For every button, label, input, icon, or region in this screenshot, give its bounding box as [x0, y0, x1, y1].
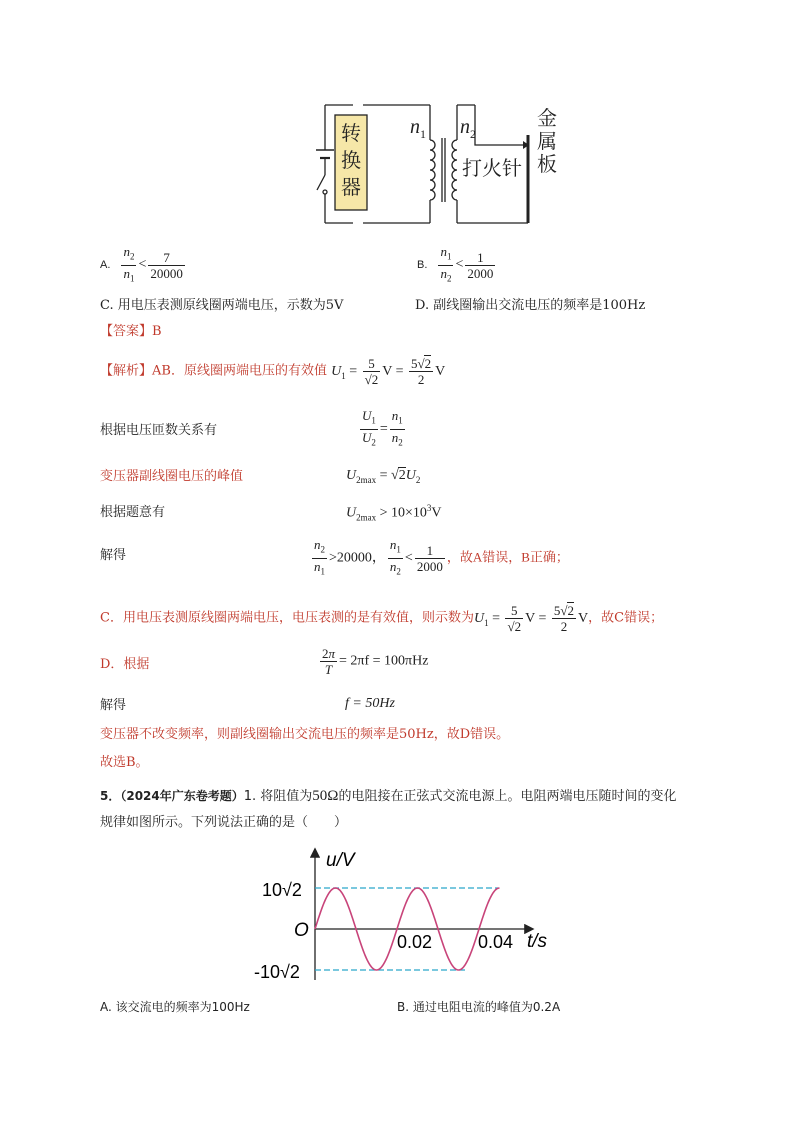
plate-char-3: 板 [537, 152, 557, 176]
analysis-row1-label: 根据电压匝数关系有 [100, 423, 218, 438]
converter-char-2: 换 [341, 148, 361, 172]
analysis-d-label: D．根据 [100, 657, 150, 672]
x-tick-2-label: 0.04 [478, 932, 514, 952]
analysis-solve-label: 解得 [100, 698, 127, 713]
option-c: C. 用电压表测原线圈两端电压，示数为5V [100, 298, 344, 313]
option-a: A. $\frac{n_2}{n_1}$ < $\frac{7}{20000}$ [100, 244, 183, 284]
q5-option-b: B. 通过电阻电流的峰值为0.2A [397, 1000, 561, 1014]
analysis-conclusion: 故选B。 [100, 755, 149, 770]
answer-line: 【答案】B [100, 324, 162, 339]
option-b: B. $\frac{n_1}{n_2}$ < $\frac{1}{2000}$ [417, 244, 494, 284]
x-tick-1-label: 0.02 [397, 932, 433, 952]
converter-label [335, 120, 367, 201]
analysis-c-text: C．用电压表测原线圈两端电压，电压表测的是有效值，则示数为$U_1$ = $\frac{5}{√2}$ V = $\frac{5√2}{2}$ V，故C错误； [100, 603, 664, 634]
x-axis-label: t/s [527, 931, 548, 952]
q5-option-a: A. 该交流电的频率为100Hz [100, 1000, 250, 1014]
analysis-d-eq: $\frac{2\pi}{T}$ = 2πf = 100πHz [322, 646, 429, 677]
y-axis-label: u/V [326, 850, 355, 871]
voltage-time-graph [250, 840, 570, 990]
converter-char-3: 器 [341, 175, 361, 199]
converter-char-1: 转 [341, 121, 361, 145]
analysis-row2-eq: $U_{2max} = √2U_2$ [346, 468, 421, 485]
analysis-row1-eq: $\frac{U_1}{U_2}$ = $\frac{n_1}{n_2}$ [362, 408, 403, 448]
q5-resistance: 50Ω [312, 788, 339, 804]
analysis-solve-eq: f = 50Hz [345, 696, 395, 711]
plate-label [537, 107, 557, 176]
analysis-row3-label: 根据题意有 [100, 505, 166, 520]
q5-stem-line2: 规律如图所示。下列说法正确的是（ ） [100, 815, 348, 830]
plate-char-2: 属 [537, 129, 557, 153]
n2-label: $n_2$ [460, 116, 476, 141]
analysis-row3-eq: $U_{2max} > 10\times 10^3V$ [346, 503, 442, 523]
analysis-row4-eq: $\frac{n_2}{n_1}$ >20000， $\frac{n_1}{n_2}$ < $\frac{1}{2000}$ ，故A错误，B正确； [314, 537, 569, 577]
q5-source: 5．（2024年广东卷考题） [100, 789, 244, 803]
y-max-label: 10√2 [262, 880, 302, 900]
analysis-intro: 【解析】AB．原线圈两端电压的有效值 $U_1$ = $\frac{5}{√2}$ V = $\frac{5√2}{2}$ V [100, 356, 446, 387]
n1-label: $n_1$ [410, 116, 426, 141]
analysis-row4-label: 解得 [100, 548, 127, 563]
analysis-row2-label: 变压器副线圈电压的峰值 [100, 469, 244, 484]
analysis-freq-text: 变压器不改变频率，则副线圈输出交流电压的频率是50Hz，故D错误。 [100, 727, 510, 742]
y-min-label: -10√2 [254, 962, 300, 982]
plate-char-1: 金 [537, 106, 557, 130]
origin-label: O [294, 920, 309, 941]
q5-stem-line1: 5．（2024年广东卷考题）1. 将阻值为50Ω的电阻接在正弦式交流电源上。电阻两端电压随时间的变化 [100, 788, 677, 804]
option-d: D. 副线圈输出交流电压的频率是100Hz [415, 298, 646, 313]
needle-label: 打火针 [462, 156, 522, 180]
